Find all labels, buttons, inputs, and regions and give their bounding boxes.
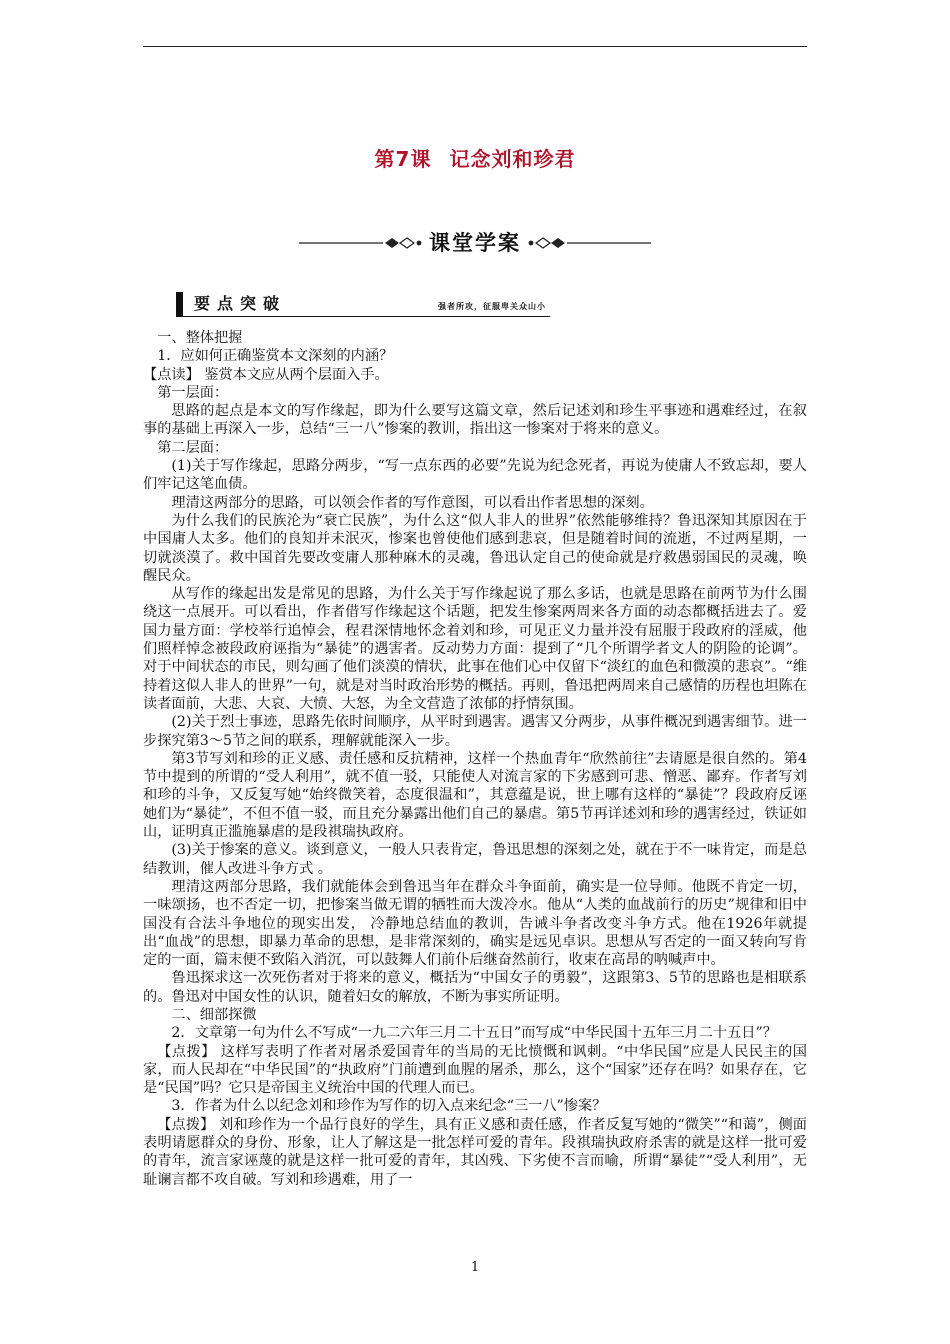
question: 2．文章第一句为什么不写成“一九二六年三月二十五日”而写成“中华民国十五年三月二十五日”？ bbox=[171, 1025, 777, 1042]
answer: 【点拨】 刘和珍作为一个品行良好的学生，具有正义感和责任感，作者反复写她的“微笑”“和蔼”，侧面表明请愿群众的身份、形象，让人了解这是一批怎样可爱的青年。段祺瑞执政府杀害的就是这样一批可爱的青年，流言家诬蔑的就是这样一批可爱的青年，其凶残、下劣使不言而喻，所谓“暴徒”“受人利用”，无耻谰言都不攻自破。写刘和珍遇难，用了一 bbox=[143, 1116, 807, 1188]
paragraph: (3)关于惨案的意义。谈到意义，一般人只表肯定，鲁迅思想的深刻之处，就在于不一味肯定，而是总结教训，催人改进斗争方式 。 bbox=[143, 842, 807, 877]
section-heading: 二、细部探微 bbox=[171, 1006, 257, 1023]
key-points-header bbox=[176, 289, 550, 317]
key-points-motto: 强者所攻，征服卑关众山小 bbox=[438, 302, 546, 311]
section-band-title: 课堂学案 bbox=[429, 231, 521, 255]
question: 1．应如何正确鉴赏本文深刻的内涵？ bbox=[157, 348, 394, 365]
paragraph: 理清这两部分思路，我们就能体会到鲁迅当年在群众斗争面前，确实是一位导师。他既不肯定一切，一味颂扬，也不否定一切，把惨案当做无谓的牺牲而大泼冷水。他从“人类的血战前行的历史”规律和旧中国没有合法斗争地位的现实出发， 冷静地总结血的教训，告诫斗争者改变斗争方式。他在1926年就提出“血战”的思想，即暴力革命的思想，是非常深刻的，确实是远见卓识。思想从写否定的一面又转向写肯定的一面，篇末便不致陷入消沉，可以鼓舞人们前仆后继奋然前行，收束在高昂的呐喊声中。 bbox=[143, 878, 807, 969]
paragraph: 为什么我们的民族沦为“衰亡民族”，为什么这“似人非人的世界”依然能够维持？鲁迅深知其原因在于中国庸人太多。他们的良知并未泯灭，惨案也曾使他们感到悲哀，但是随着时间的流逝，不过两星期，一切就淡漠了。救中国首先要改变庸人那种麻木的灵魂，鲁迅认定自己的使命就是疗救愚弱国民的灵魂，唤醒民众。 bbox=[143, 512, 807, 584]
paragraph: (1)关于写作缘起，思路分两步，“写一点东西的必要”先说为纪念死者，再说为使庸人不致忘却，要人们牢记这笔血债。 bbox=[143, 458, 807, 493]
header-bar bbox=[176, 292, 183, 316]
paragraph: (2)关于烈士事迹，思路先依时间顺序，从平时到遇害。遇害又分两步，从事件概况到遇害细节。进一步探究第3～5节之间的联系，理解就能深入一步。 bbox=[143, 714, 807, 749]
paragraph: 理清这两部分的思路，可以领会作者的写作意图，可以看出作者思想的深刻。 bbox=[171, 494, 654, 511]
key-points-rule bbox=[176, 316, 550, 317]
lesson-name: 记念刘和珍君 bbox=[449, 147, 576, 171]
section-band bbox=[297, 228, 653, 258]
body-text bbox=[143, 329, 807, 1189]
paragraph: 第3节写刘和珍的正义感、责任感和反抗精神，这样一个热血青年“欣然前往”去请愿是很自然的。第4节中提到的所谓的“受人利用”，就不值一驳，只能使人对流言家的下劣感到可悲、憎恶、鄙弃。作者写刘和珍的斗争，又反复写她“始终微笑着，态度很温和”，其意蕴是说，世上哪有这样的“暴徒”？段政府反诬她们为“暴徒”，不但不值一驳，而且充分暴露出他们自己的暴虐。第5节再详述刘和珍的遇害经过，铁证如山，证明真正滥施暴虐的是段祺瑞执政府。 bbox=[143, 750, 807, 841]
paragraph: 思路的起点是本文的写作缘起，即为什么要写这篇文章，然后记述刘和珍生平事迹和遇难经过，在叙事的基础上再深入一步，总结“三一八”惨案的教训，指出这一惨案对于将来的意义。 bbox=[143, 403, 807, 438]
paragraph: 鲁迅探求这一次死伤者对于将来的意义，概括为“中国女子的勇毅”，这跟第3、5节的思路也是相联系的。鲁迅对中国女性的认识，随着妇女的解放，不断为事实所证明。 bbox=[143, 970, 807, 1005]
lesson-number: 第7课 bbox=[374, 147, 432, 171]
paragraph: 从写作的缘起出发是常见的思路，为什么关于写作缘起说了那么多话，也就是思路在前两节为什么围绕这一点展开。可以看出，作者借写作缘起这个话题，把发生惨案两周来各方面的动态都概括进去了。爱国力量方面：学校举行追悼会，程君深情地怀念着刘和珍，可见正义力量并没有屈服于段政府的淫威，他们照样悼念被段政府诬指为“暴徒”的遇害者。反动势力方面：提到了“几个所谓学者文人的阴险的论调”。对于中间状态的市民，则勾画了他们淡漠的情状，此事在他们心中仅留下“淡红的血色和微漠的悲哀”。“维持着这似人非人的世界”一句，就是对当时政治形势的概括。再则，鲁迅把两周来自己感情的历程也坦陈在读者面前，大悲、大哀、大愤、大怒，为全文营造了浓郁的抒情氛围。 bbox=[143, 586, 807, 712]
answer-label: 【点读】 鉴赏本文应从两个层面入手。 bbox=[143, 366, 389, 383]
header-rule bbox=[143, 46, 807, 47]
section-heading: 一、整体把握 bbox=[157, 330, 243, 346]
paragraph: 第一层面： bbox=[157, 384, 229, 401]
answer: 【点拨】 这样写表明了作者对屠杀爱国青年的当局的无比愤慨和讽刺。“中华民国”应是人民民主的国家，而人民却在“中华民国”的“执政府”门前遭到血腥的屠杀，那么，这个“国家”还存在吗？如果存在，它是“民国”吗？它只是帝国主义统治中国的代理人而已。 bbox=[143, 1043, 807, 1097]
page-number: 1 bbox=[470, 1260, 480, 1275]
lesson-title bbox=[0, 143, 950, 172]
paragraph: 第二层面： bbox=[157, 439, 229, 456]
key-points-title: 要点突破 bbox=[194, 294, 287, 313]
question: 3．作者为什么以纪念刘和珍作为写作的切入点来纪念“三一八”惨案？ bbox=[171, 1098, 607, 1115]
